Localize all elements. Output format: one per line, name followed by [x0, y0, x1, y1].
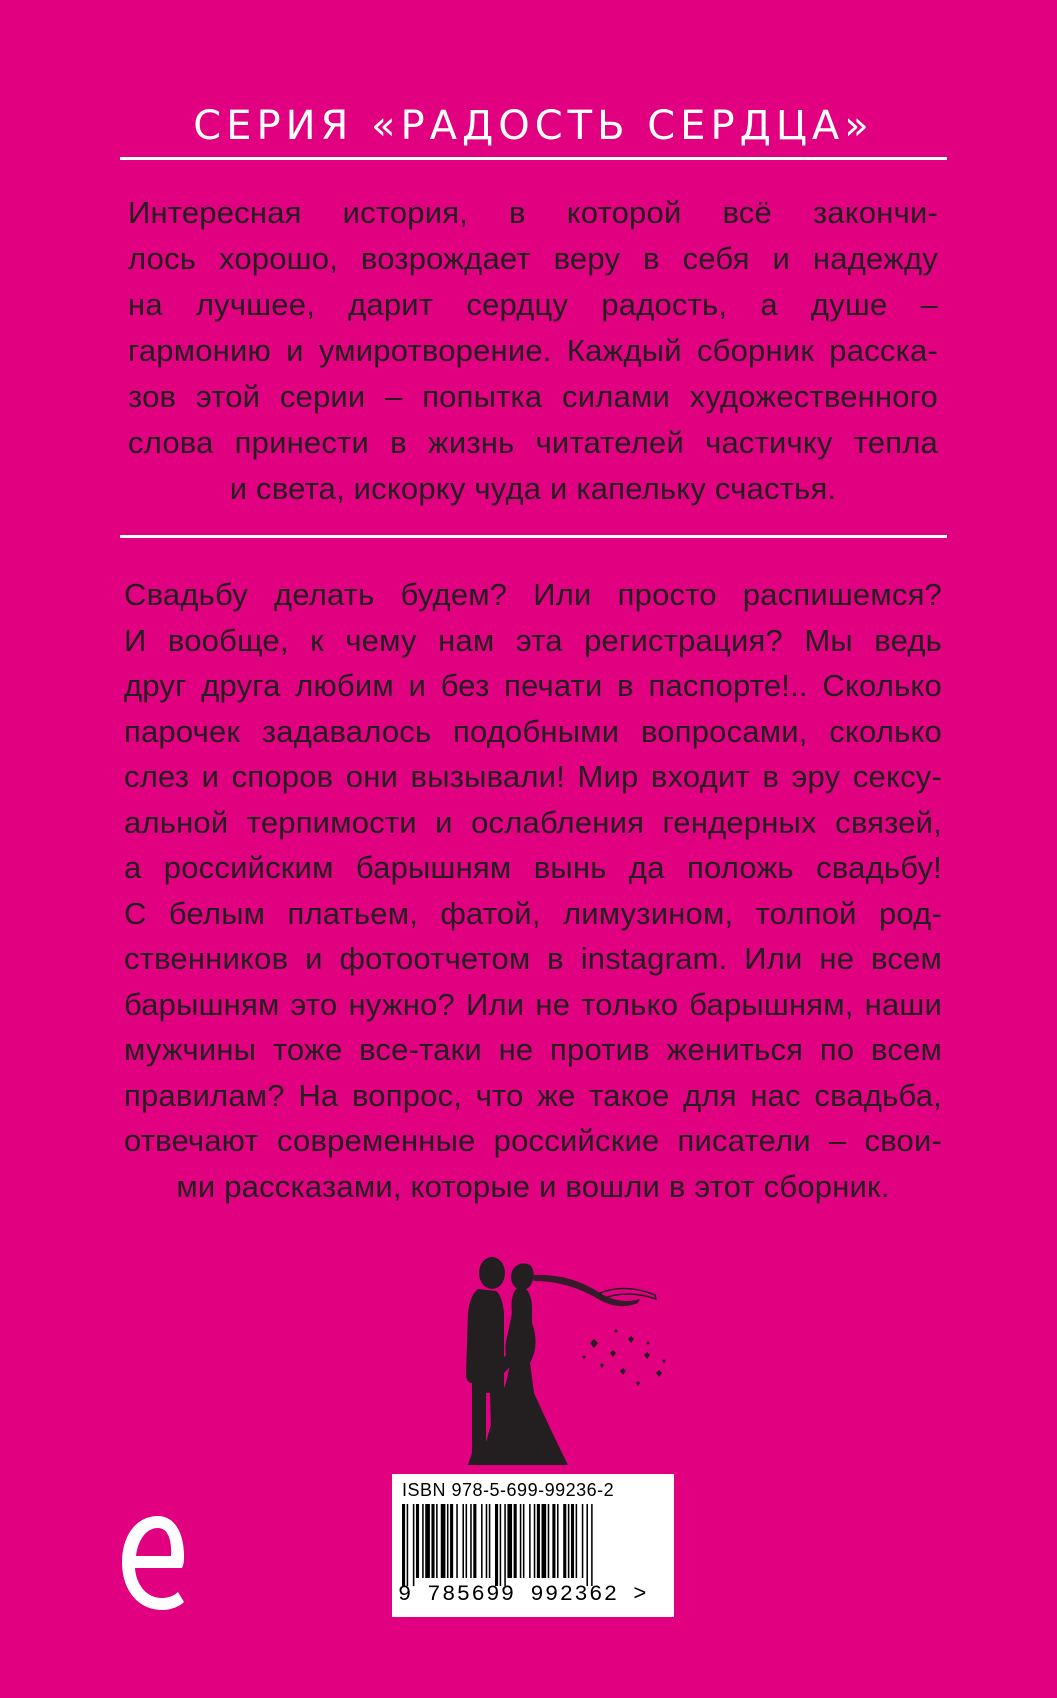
barcode-bar — [514, 1504, 517, 1578]
barcode-bar — [576, 1504, 578, 1578]
intro-line: на лучшее, дарит сердцу радость, а душе – — [128, 287, 938, 322]
isbn-label: ISBN 978-5-699-99236-2 — [402, 1480, 615, 1500]
barcode-bar — [413, 1504, 415, 1586]
barcode-bar — [447, 1504, 449, 1578]
annotation-line: С белым платьем, фатой, лимузином, толпой род- — [124, 895, 942, 931]
barcode-bars-icon — [398, 1504, 668, 1586]
publisher-logo-icon — [118, 1510, 188, 1616]
annotation-line: ми рассказами, которые и вошли в этот сборник. — [176, 1168, 890, 1204]
annotation-line: барышням это нужно? Или не только барышням, наши — [124, 986, 942, 1022]
barcode-bar — [481, 1504, 483, 1578]
annotation-line: слез и споров они вызывали! Мир входит в эру сексу- — [124, 759, 942, 794]
barcode-bar — [431, 1504, 434, 1578]
ean-digits: 9 785699 992362 > — [398, 1582, 648, 1607]
annotation-line: ственников и фотоотчетом в instagram. Или не всем — [124, 941, 942, 976]
barcode-bar — [563, 1504, 566, 1578]
intro-paragraph — [128, 190, 938, 512]
barcode-bar — [462, 1504, 464, 1578]
annotation-line: альной терпимости и ослабления гендерных связей, — [124, 804, 942, 840]
barcode-bar — [534, 1504, 536, 1578]
barcode-bar — [557, 1504, 559, 1578]
barcode-bar — [436, 1504, 438, 1578]
barcode-bar — [548, 1504, 550, 1578]
annotation-paragraph — [124, 572, 942, 1209]
barcode-bar — [489, 1504, 491, 1578]
barcode-bar — [537, 1504, 540, 1578]
barcode-bar — [591, 1504, 593, 1586]
barcode-bar — [422, 1504, 424, 1578]
annotation-line: И вообще, к чему нам эта регистрация? Мы ведь — [124, 622, 942, 658]
barcode-bar — [495, 1504, 498, 1586]
annotation-line: друг друга любим и без печати в паспорте!.. Сколько — [124, 668, 942, 703]
barcode-bar — [441, 1504, 446, 1578]
isbn-barcode — [392, 1474, 674, 1617]
barcode-bar — [542, 1504, 547, 1578]
couple-silhouette-icon — [460, 1253, 680, 1468]
divider-top — [120, 157, 947, 160]
barcode-bar — [456, 1504, 458, 1578]
barcode-bar — [529, 1504, 531, 1578]
series-title: СЕРИЯ «РАДОСТЬ СЕРДЦА» — [193, 103, 874, 149]
annotation-line: Свадьбу делать будем? Или просто распишемся? — [124, 577, 942, 612]
barcode-bar — [582, 1504, 584, 1578]
barcode-bar — [407, 1504, 409, 1586]
intro-line: зов этой серии – попытка силами художественного — [128, 379, 938, 414]
annotation-line: отвечают современные российские писатели – свои- — [124, 1123, 942, 1158]
barcode-bar — [504, 1504, 506, 1586]
barcode-bar — [402, 1504, 405, 1586]
barcode-bar — [470, 1504, 472, 1578]
intro-line: Интересная история, в которой всё закончи- — [128, 195, 938, 230]
barcode-bar — [425, 1504, 430, 1578]
barcode-bar — [450, 1504, 453, 1578]
barcode-bar — [586, 1504, 588, 1586]
intro-line: лось хорошо, возрождает веру в себя и надежду — [128, 241, 938, 276]
intro-line: слова принести в жизнь читателей частичку тепла — [128, 425, 938, 460]
barcode-bar — [473, 1504, 476, 1578]
barcode-bar — [466, 1504, 468, 1578]
barcode-bar — [568, 1504, 570, 1578]
annotation-line: правилам? На вопрос, что же такое для нас свадьба, — [124, 1077, 942, 1113]
annotation-line: а российским барышням вынь да положь свадьбу! — [124, 850, 942, 885]
barcode-bar — [571, 1504, 574, 1578]
barcode-bar — [507, 1504, 512, 1578]
barcode-bar — [416, 1504, 419, 1578]
divider-bottom — [120, 535, 947, 538]
annotation-line: мужчины тоже все-таки не против жениться по всем — [124, 1032, 942, 1067]
annotation-line: парочек задавалось подобными вопросами, сколько — [124, 713, 942, 749]
barcode-bar — [552, 1504, 555, 1578]
intro-line: и света, искорку чуда и капельку счастья. — [229, 471, 837, 506]
intro-line: гармонию и умиротворение. Каждый сборник расска- — [128, 333, 938, 368]
barcode-bar — [523, 1504, 525, 1578]
barcode-bar — [486, 1504, 488, 1578]
barcode-bar — [520, 1504, 522, 1578]
barcode-bar — [500, 1504, 502, 1586]
